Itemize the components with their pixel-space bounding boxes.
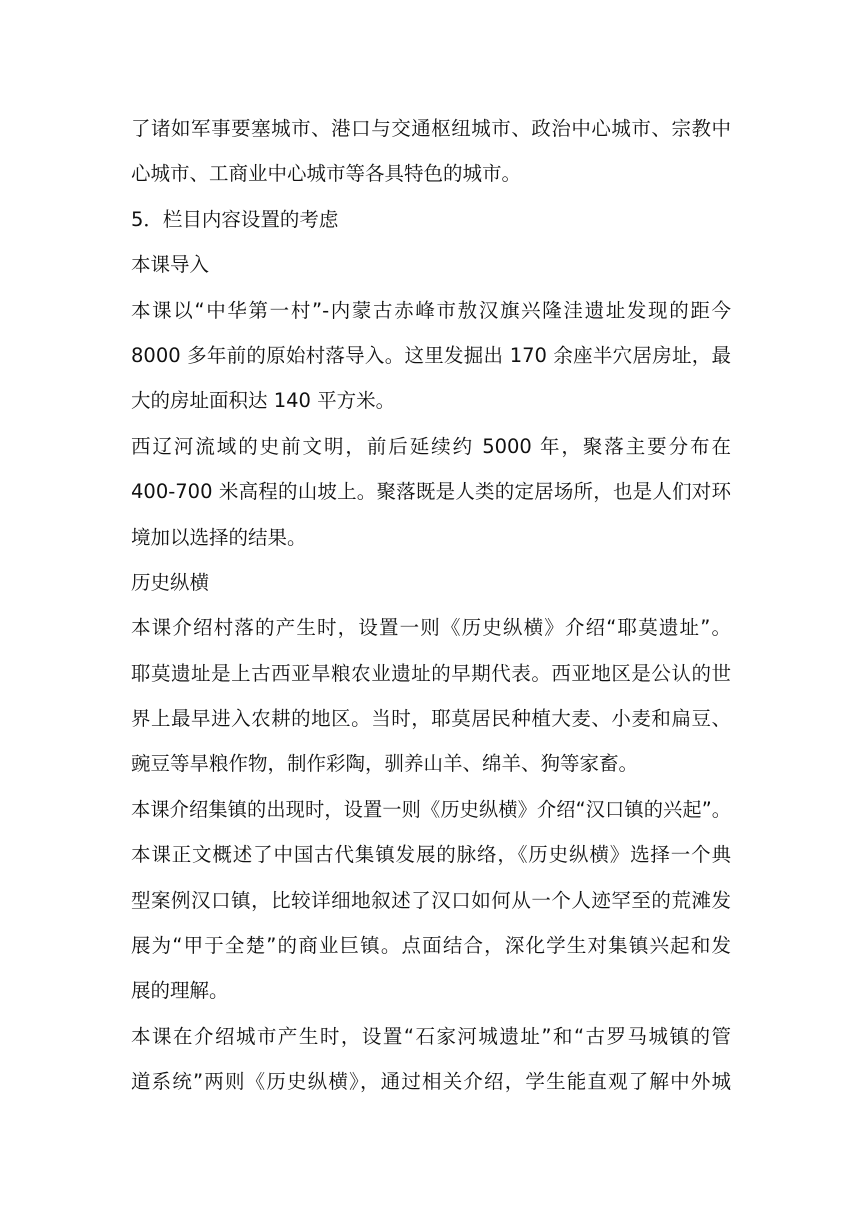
text-line: 本课正文概述了中国古代集镇发展的脉络，《历史纵横》选择一个典 [131,843,731,867]
text-line: 大的房址面积达 140 平方米。 [131,389,396,413]
text-line: 400-700 米高程的山坡上。聚落既是人类的定居场所，也是人们对环 [131,480,731,504]
text-line: 境加以选择的结果。 [131,525,307,549]
text-line: 历史纵横 [131,570,210,594]
document-body [131,106,731,1105]
text-line: 本课介绍集镇的出现时，设置一则《历史纵横》介绍“汉口镇的兴起”。 [131,797,731,821]
text-line: 道系统”两则《历史纵横》，通过相关介绍，学生能直观了解中外城 [131,1070,731,1094]
text-line: 本课在介绍城市产生时，设置“石家河城遗址”和“古罗马城镇的管 [131,1024,731,1048]
text-line: 展的理解。 [131,979,229,1003]
text-line: 心城市、工商业中心城市等各具特色的城市。 [131,162,522,186]
text-line: 界上最早进入农耕的地区。当时，耶莫居民种植大麦、小麦和扁豆、 [131,707,731,731]
text-line: 本课介绍村落的产生时，设置一则《历史纵横》介绍“耶莫遗址”。 [131,616,731,640]
text-line: 耶莫遗址是上古西亚旱粮农业遗址的早期代表。西亚地区是公认的世 [131,661,731,685]
text-line: 展为“甲于全楚”的商业巨镇。点面结合，深化学生对集镇兴起和发 [131,934,731,958]
text-line: 8000 多年前的原始村落导入。这里发掘出 170 余座半穴居房址，最 [131,343,731,367]
text-line: 本课导入 [131,253,210,277]
text-line: 了诸如军事要塞城市、港口与交通枢纽城市、政治中心城市、宗教中 [131,117,731,140]
text-line: 本课以“中华第一村”-内蒙古赤峰市敖汉旗兴隆洼遗址发现的距今 [131,298,731,322]
text-line: 型案例汉口镇，比较详细地叙述了汉口如何从一个人迹罕至的荒滩发 [131,888,731,912]
text-line: 豌豆等旱粮作物，制作彩陶，驯养山羊、绵羊、狗等家畜。 [131,752,639,776]
text-line: 西辽河流域的史前文明，前后延续约 5000 年，聚落主要分布在 [131,434,731,458]
text-line: 5．栏目内容设置的考虑 [131,207,339,231]
